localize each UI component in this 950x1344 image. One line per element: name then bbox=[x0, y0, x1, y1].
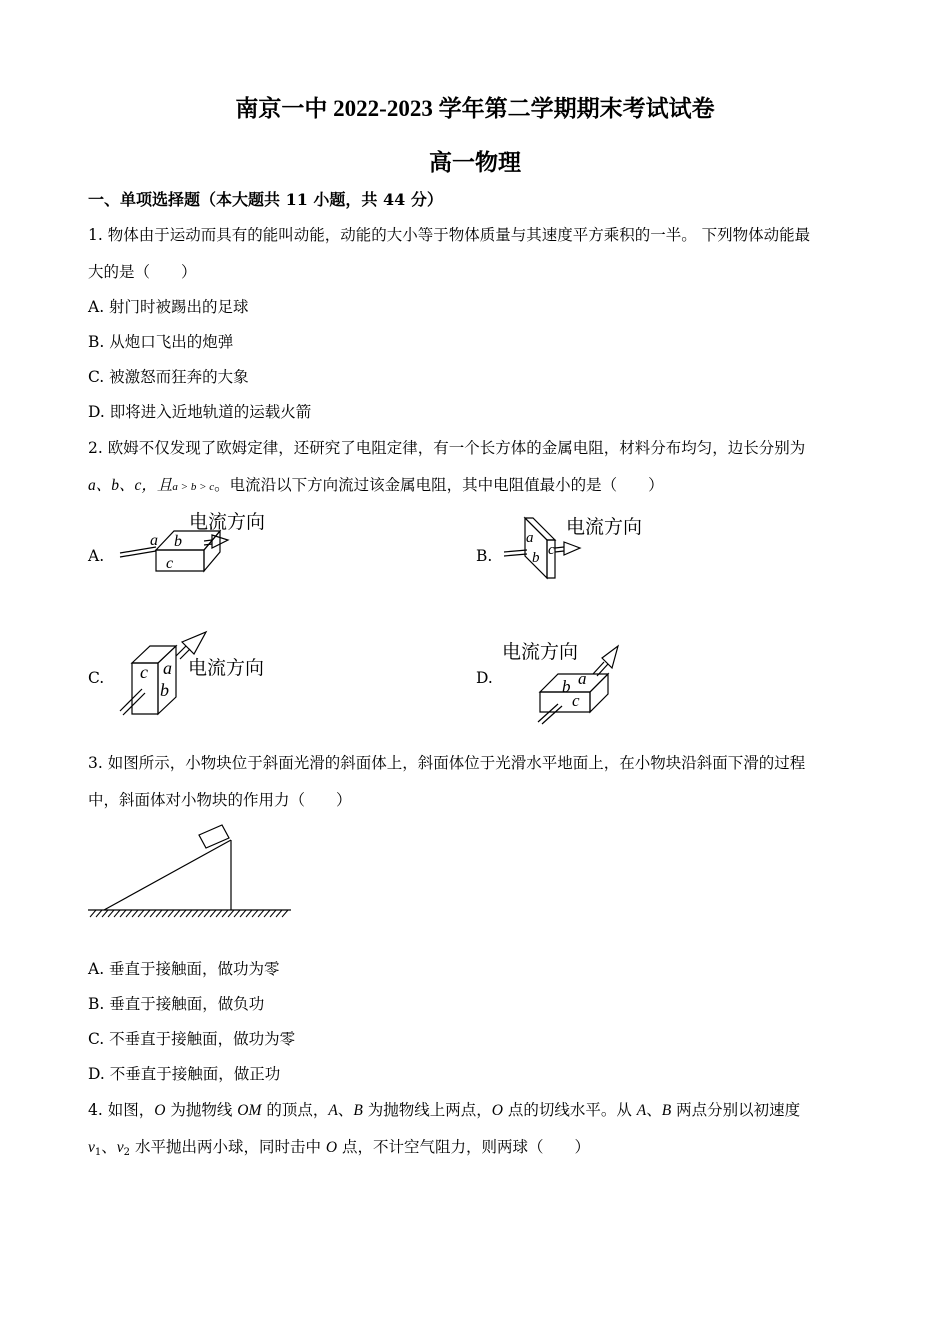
q2-figure-c bbox=[112, 628, 292, 720]
exam-title: 南京一中 2022-2023 学年第二学期期末考试试卷 bbox=[235, 96, 715, 121]
q4-sub-2: 2 bbox=[123, 1147, 131, 1158]
q4-var-B: B bbox=[353, 1102, 363, 1119]
q3-option-a: A. 垂直于接触面，做功为零 bbox=[88, 960, 280, 978]
q4-text: 点的切线水平。从 bbox=[502, 1101, 637, 1119]
q2-stem-rest: 。电流沿以下方向流过该金属电阻，其中电阻值最小的是（ ） bbox=[214, 476, 664, 494]
q4-stem-line2 bbox=[88, 1137, 590, 1163]
q4-var-B: B bbox=[661, 1102, 672, 1119]
q4-var-v2: v bbox=[116, 1139, 124, 1156]
q2-edges-text: a、b、c，且 bbox=[88, 477, 173, 494]
q2-stem-line2 bbox=[88, 475, 664, 497]
q4-stem-line1 bbox=[88, 1100, 800, 1121]
q2-figure-d bbox=[500, 634, 660, 726]
q4-var-A: A bbox=[636, 1102, 647, 1119]
fig-d-current-label: 电流方向 bbox=[502, 642, 579, 663]
q4-var-O: O bbox=[154, 1102, 166, 1119]
q4-text: 点，不计空气阻力，则两球（ ） bbox=[337, 1138, 591, 1156]
q1-option-d: D. 即将进入近地轨道的运载火箭 bbox=[88, 403, 312, 421]
q4-sub-1: 1 bbox=[94, 1147, 102, 1158]
q3-stem-line1: 3. 如图所示，小物块位于斜面光滑的斜面体上，斜面体位于光滑水平地面上，在小物块沿斜面下滑的过程 bbox=[88, 754, 806, 772]
q1-option-a: A. 射门时被踢出的足球 bbox=[88, 298, 249, 316]
q3-option-b: B. 垂直于接触面，做负功 bbox=[88, 995, 265, 1013]
q1-option-b: B. 从炮口飞出的炮弹 bbox=[88, 333, 234, 351]
fig-c-edge-a: a bbox=[163, 658, 172, 678]
q1-stem-line1: 1. 物体由于运动而具有的能叫动能，动能的大小等于物体质量与其速度平方乘积的一半。 下列物体动能最 bbox=[88, 226, 811, 244]
q4-text: 4. 如图， bbox=[88, 1101, 155, 1119]
small-block bbox=[199, 825, 229, 848]
fig-b-edge-a: a bbox=[526, 530, 534, 546]
q1-option-c: C. 被激怒而狂奔的大象 bbox=[88, 368, 249, 386]
q4-text: 水平抛出两小球，同时击中 bbox=[130, 1138, 326, 1156]
fig-d-edge-b: b bbox=[562, 677, 571, 696]
fig-c-edge-c: c bbox=[140, 662, 148, 682]
fig-c-current-label: 电流方向 bbox=[188, 658, 265, 679]
q4-var-A: A bbox=[328, 1102, 338, 1119]
q4-text: 为抛物线上两点， bbox=[362, 1101, 492, 1119]
q3-stem-line2: 中，斜面体对小物块的作用力（ ） bbox=[88, 791, 352, 809]
fig-a-edge-c: c bbox=[166, 555, 174, 572]
q3-option-c: C. 不垂直于接触面，做功为零 bbox=[88, 1030, 296, 1048]
fig-a-current-label: 电流方向 bbox=[189, 512, 266, 533]
ground-hatching bbox=[90, 910, 288, 917]
q2-option-b-label: B. bbox=[476, 547, 493, 565]
section-heading: 一、单项选择题（本大题共 11 小题，共 44 分） bbox=[88, 190, 443, 209]
q4-text: 、 bbox=[337, 1101, 354, 1119]
q4-text: 两点分别以初速度 bbox=[671, 1101, 801, 1119]
q2-figure-b bbox=[500, 510, 660, 585]
q4-text: 为抛物线 bbox=[165, 1101, 238, 1119]
fig-b-current-label: 电流方向 bbox=[566, 517, 643, 538]
q2-inequality: a > b > c bbox=[172, 481, 215, 493]
q4-var-OM: OM bbox=[237, 1102, 262, 1119]
q2-option-d-label: D. bbox=[476, 669, 493, 687]
q4-text: 、 bbox=[101, 1138, 117, 1156]
q4-var-O: O bbox=[325, 1139, 338, 1156]
q2-stem-line1: 2. 欧姆不仅发现了欧姆定律，还研究了电阻定律，有一个长方体的金属电阻，材料分布均匀，边长分别为 bbox=[88, 439, 806, 457]
fig-a-edge-b: b bbox=[174, 533, 182, 550]
q3-incline-figure bbox=[86, 820, 296, 920]
q3-option-d: D. 不垂直于接触面，做正功 bbox=[88, 1065, 281, 1083]
q4-var-O: O bbox=[491, 1102, 503, 1119]
q2-option-c-label: C. bbox=[88, 669, 105, 687]
fig-d-edge-a: a bbox=[578, 669, 587, 688]
q4-text: 的顶点， bbox=[261, 1101, 329, 1119]
exam-subtitle: 高一物理 bbox=[429, 150, 521, 175]
q4-text: 、 bbox=[646, 1101, 662, 1119]
q4-var-v1: v bbox=[88, 1139, 95, 1156]
fig-d-edge-c: c bbox=[572, 691, 580, 710]
fig-b-edge-b: b bbox=[532, 550, 540, 566]
q1-stem-line2: 大的是（ ） bbox=[88, 263, 197, 281]
fig-c-edge-b: b bbox=[160, 680, 169, 700]
fig-b-edge-c: c bbox=[548, 542, 555, 558]
fig-a-edge-a: a bbox=[150, 532, 158, 549]
q2-figure-a bbox=[112, 505, 292, 575]
q2-option-a-label: A. bbox=[88, 547, 105, 565]
